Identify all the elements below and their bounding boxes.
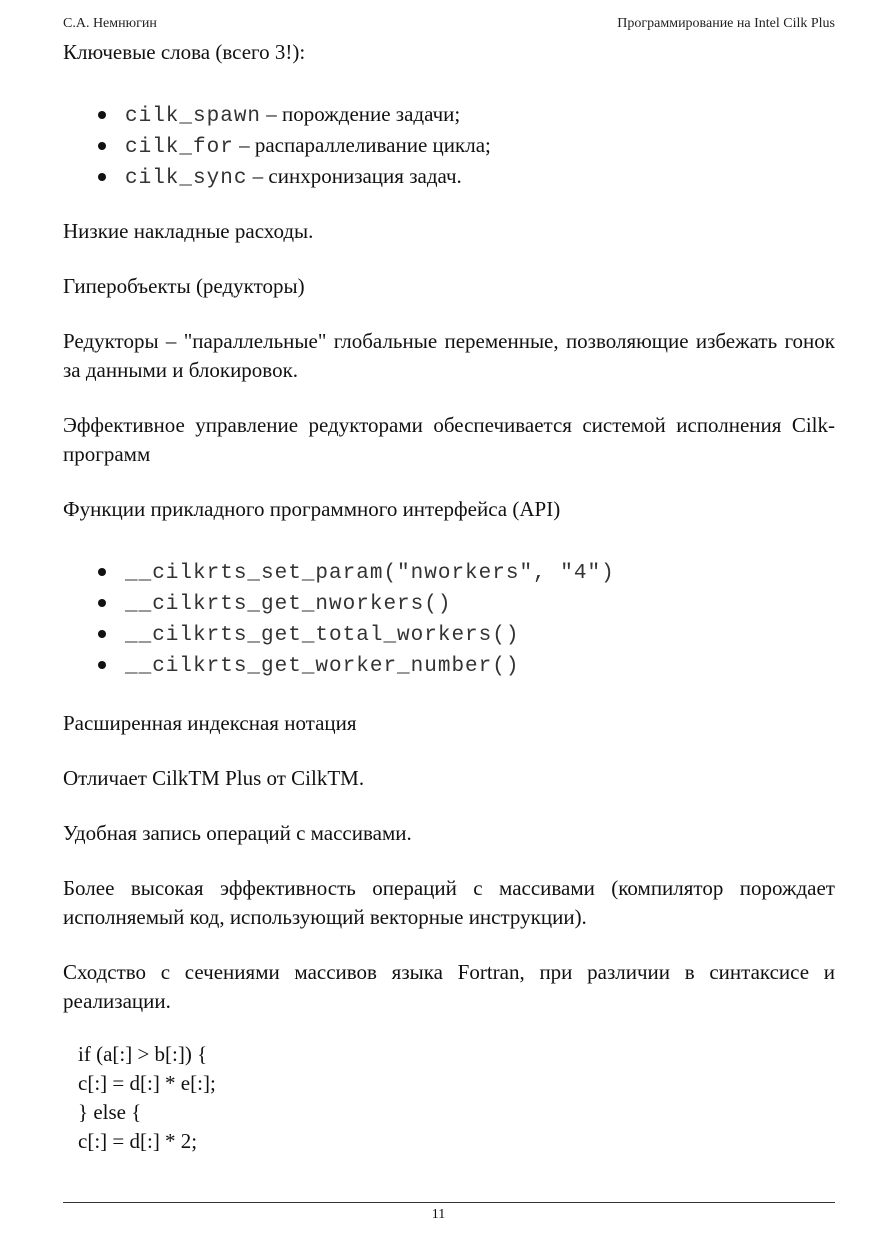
api-function: __cilkrts_get_total_workers() <box>125 624 520 647</box>
list-item <box>63 588 835 619</box>
keyword-code: cilk_spawn <box>125 105 262 128</box>
keyword-desc: – распараллеливание цикла; <box>233 133 491 157</box>
bullet-icon <box>98 173 106 181</box>
list-item <box>63 557 835 588</box>
keyword-desc: – порождение задачи; <box>261 102 461 126</box>
page-content <box>63 38 835 1156</box>
page-number: 11 <box>431 1207 446 1222</box>
api-function: __cilkrts_get_worker_number() <box>125 655 520 678</box>
code-line: c[:] = d[:] * e[:]; <box>78 1071 216 1095</box>
list-item <box>63 162 835 193</box>
api-function: __cilkrts_set_param("nworkers", "4") <box>125 562 615 585</box>
list-item <box>63 131 835 162</box>
bullet-icon <box>98 661 106 669</box>
keywords-list <box>63 100 835 193</box>
management-paragraph: Эффективное управление редукторами обеспечивается системой исполнения Cilk-программ <box>63 413 835 466</box>
footer-divider <box>63 1202 835 1203</box>
code-line: c[:] = d[:] * 2; <box>78 1129 198 1153</box>
bullet-icon <box>98 142 106 150</box>
fortran-paragraph: Сходство с сечениями массивов языка Fortran, при различии в синтаксисе и реализации. <box>63 960 835 1013</box>
header-author: С.А. Немнюгин <box>63 16 157 31</box>
code-line: if (a[:] > b[:]) { <box>78 1042 208 1066</box>
array-notation-heading: Расширенная индексная нотация <box>63 711 357 735</box>
bullet-icon <box>98 630 106 638</box>
distinguishes-text: Отличает CilkTM Plus от CilkTM. <box>63 766 365 790</box>
reducers-paragraph: Редукторы – "параллельные" глобальные переменные, позволяющие избежать гонок за данными и блокировок. <box>63 329 835 382</box>
bullet-icon <box>98 568 106 576</box>
header-title: Программирование на Intel Cilk Plus <box>617 16 835 31</box>
code-example <box>63 1040 835 1156</box>
bullet-icon <box>98 111 106 119</box>
list-item <box>63 100 835 131</box>
keyword-code: cilk_for <box>125 136 234 159</box>
convenient-text: Удобная запись операций с массивами. <box>63 821 412 845</box>
list-item <box>63 650 835 681</box>
api-function: __cilkrts_get_nworkers() <box>125 593 452 616</box>
keyword-code: cilk_sync <box>125 167 248 190</box>
code-line: } else { <box>78 1100 142 1124</box>
api-heading: Функции прикладного программного интерфейса (API) <box>63 497 561 521</box>
bullet-icon <box>98 599 106 607</box>
api-list <box>63 557 835 681</box>
hyperobjects-heading: Гиперобъекты (редукторы) <box>63 274 305 298</box>
list-item <box>63 619 835 650</box>
keyword-desc: – синхронизация задач. <box>247 164 462 188</box>
intro-text: Ключевые слова (всего 3!): <box>63 40 306 64</box>
low-overhead-text: Низкие накладные расходы. <box>63 219 314 243</box>
efficiency-paragraph: Более высокая эффективность операций с массивами (компилятор порождает исполняемый код, использующий векторные инструкции). <box>63 876 835 929</box>
